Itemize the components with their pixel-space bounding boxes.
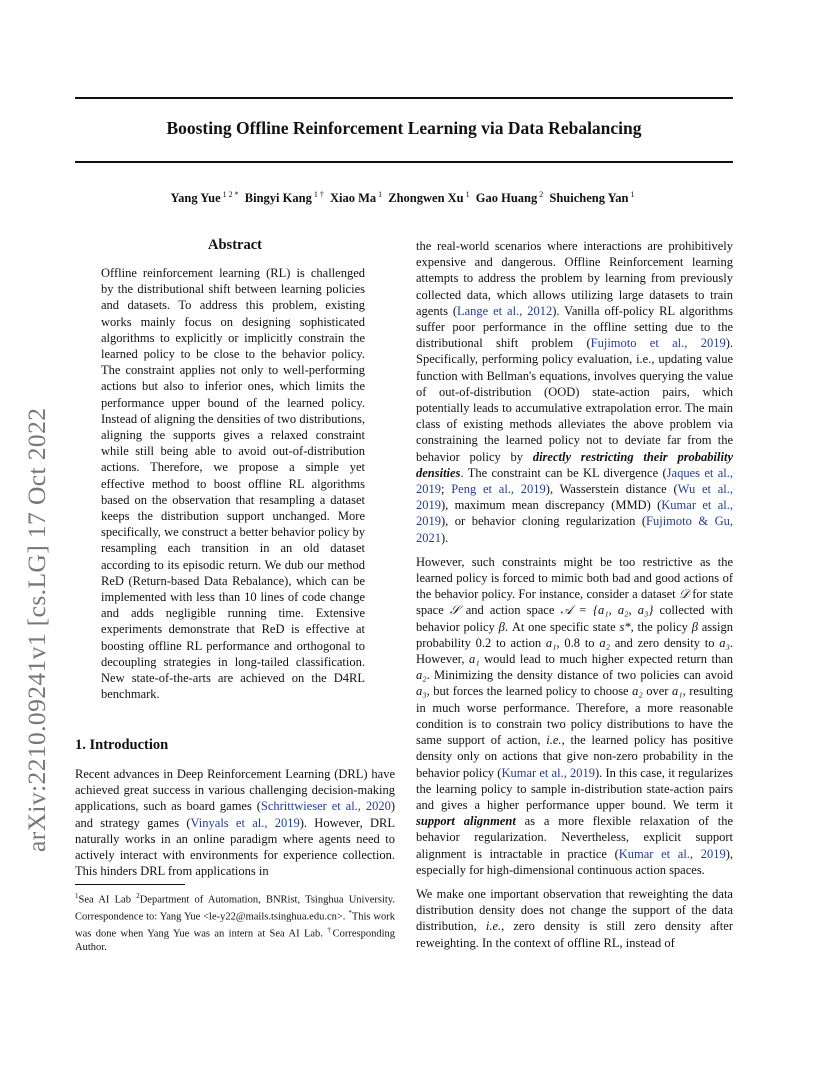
text: , but forces the learned policy to choose (426, 684, 633, 699)
introduction-paragraph (75, 766, 395, 879)
author-marks: 1 (378, 190, 383, 199)
math: β (498, 619, 505, 634)
math: a₃ (416, 684, 427, 699)
author-name: Shuicheng Yan (549, 191, 629, 205)
math: s* (619, 619, 631, 634)
text: ). Specifically, performing policy evaluation, i.e., updating value function with Bellman's equations, involves querying the value of out-of-distribution (OOD) state-action pairs, which potentially leads to accumulative extrapolation error. The main class of existing methods alleviates the above problem via constraining the learned policy not to deviate far from the behavior policy by (416, 336, 733, 464)
footnote-mark: * (348, 908, 352, 917)
citation-link[interactable]: Fujimoto & Gu, 2021 (416, 514, 734, 545)
emphasis: i.e. (485, 919, 502, 934)
author-name: Bingyi Kang (244, 191, 312, 205)
math: a₁ (468, 652, 480, 667)
author-marks: 1 † (313, 190, 324, 199)
text: Sea AI Lab (78, 894, 137, 906)
math: a₁ (545, 635, 557, 650)
emphasis: i.e. (546, 733, 562, 748)
text: We make one important observation that reweighting the data distribution density does not change the support of the data distribution, (416, 886, 733, 934)
text: ), maximum mean discrepancy (MMD) ( (441, 498, 662, 513)
author-list (75, 190, 733, 206)
author-name: Zhongwen Xu (388, 191, 464, 205)
citation-link[interactable]: Kumar et al., 2019 (416, 498, 733, 529)
citation-link[interactable]: Kumar et al., 2019 (501, 765, 595, 780)
text: Corresponding Author. (75, 928, 395, 953)
text: ), or behavior cloning regularization ( (441, 514, 647, 529)
title-top-rule (75, 97, 733, 99)
author-marks: 1 (630, 190, 635, 199)
right-paragraph-3 (416, 886, 733, 951)
text: . At one specific state (504, 619, 620, 634)
text: as a more flexible relaxation of the behavior regularization. Nevertheless, explicit support alignment is intractable in practice ( (416, 814, 733, 861)
math: a₂ (599, 635, 610, 650)
math: 𝒟 (678, 587, 689, 602)
footnote-rule (75, 884, 185, 885)
math: β (691, 619, 698, 634)
author-marks: 1 2 * (222, 190, 239, 199)
text: ). However, DRL naturally works in an online paradigm where agents need to actively interact with environments for experience collection. This hinders DRL from applications in (75, 815, 395, 879)
footnote (75, 890, 395, 954)
text: the real-world scenarios where interactions are prohibitively expensive and dangerous. Offline Reinforcement learning attempts to address the problem by learning from previously collected data, which allows utilizing large datasets to train agents ( (416, 239, 733, 318)
text: Department of Automation, BNRist, Tsinghua University. Correspondence to: Yang Yue <le-y22@mails.tsinghua.edu.cn>. (75, 894, 395, 923)
footnote-mark: 1 (75, 892, 79, 900)
text: ) and strategy games ( (75, 799, 395, 830)
text: Recent advances in Deep Reinforcement Learning (DRL) have achieved great success in various challenging decision-making applications, such as board games ( (75, 767, 395, 814)
author-marks: 1 (465, 190, 470, 199)
math: 𝒜 = {a₁, a₂, a₃} (560, 603, 654, 618)
math: 𝒮 (449, 603, 460, 618)
text: collected with behavior policy (416, 603, 733, 634)
text: , resulting in much worse performance. Therefore, a more reasonable condition is to constrain two policy distributions to have the same support of action, (416, 684, 733, 748)
text: , the policy (630, 619, 692, 634)
text: assign probability 0.2 to action (416, 619, 734, 650)
abstract-text (101, 265, 365, 702)
citation-link[interactable]: Vinyals et al., 2019 (190, 815, 300, 830)
math: a₂ (416, 668, 427, 683)
text: This work was done when Yang Yue was an intern at Sea AI Lab. (75, 911, 395, 940)
citation-link[interactable]: Peng et al., 2019 (451, 482, 546, 497)
text: , the learned policy has positive density only on actions that give non-zero probability in the behavior policy ( (416, 733, 733, 780)
text: , zero density is still zero density after reweighting. In the context of offline RL, instead of (416, 919, 733, 950)
author-marks: 2 (539, 190, 544, 199)
author-name: Yang Yue (170, 191, 221, 205)
text: would lead to much higher expected return than (479, 652, 734, 667)
citation-link[interactable]: Wu et al., 2019 (416, 482, 733, 513)
text: ). Vanilla off-policy RL algorithms suffer poor performance in the offline setting due to the distributional shift problem ( (416, 303, 733, 351)
text: , 0.8 to (556, 635, 600, 650)
citation-link[interactable]: Schrittwieser et al., 2020 (260, 799, 391, 814)
citation-link[interactable]: Jaques et al., 2019 (416, 465, 733, 497)
text: . The constraint can be KL divergence ( (460, 465, 667, 480)
text: ), especially for high-dimensional continuous action spaces. (416, 846, 733, 877)
text: However, such constraints might be too restrictive as the learned policy is forced to mimic both bad and good actions of the behavior policy. For instance, consider a dataset (416, 554, 733, 602)
emphasis: support alignment (416, 814, 516, 829)
author-name: Xiao Ma (329, 191, 377, 205)
introduction-text (75, 766, 395, 879)
right-paragraph-2 (416, 554, 733, 878)
text: and zero density to (609, 635, 720, 650)
text: ). (441, 530, 449, 545)
emphasis: directly restricting their probability densities (416, 449, 733, 480)
footnote-mark: 2 (136, 892, 140, 900)
right-paragraph-1 (416, 238, 733, 546)
math: a₂ (632, 684, 643, 699)
text: . However, (416, 635, 734, 667)
text: ). In this case, it regularizes the learning policy to sample in-distribution state-action pairs and gives a higher performance upper bound. We term it (416, 765, 734, 812)
author-name: Gao Huang (475, 191, 538, 205)
text: over (642, 684, 672, 699)
abstract-paragraph: Offline reinforcement learning (RL) is challenged by the distributional shift between learning policies and datasets. To address this problem, existing works mainly focus on designing sophisticated algorithms to explicitly or implicitly constrain the learned policy to be close to the behavior policy. The constraint applies not only to well-performing actions but also to inferior ones, which limits the performance upper bound of the learned policy. Instead of aligning the densities of two distributions, aligning the supports gives a relaxed constraint while still being able to avoid out-of-distribution actions. Therefore, we propose a simple yet effective method to boost offline RL algorithms based on the observation that resampling a dataset keeps the distribution support unchanged. More specifically, we construct a better behavior policy by resampling each transition in an old dataset according to its episodic return. We dub our method ReD (Return-based Data Rebalance), which can be implemented with less than 10 lines of code change and adds negligible running time. Extensive experiments demonstrate that ReD is effective at boosting offline RL performance and orthogonal to decoupling strategies in long-tailed classification. New state-of-the-arts are achieved on the D4RL benchmark. (101, 266, 365, 702)
citation-link[interactable]: Kumar et al., 2019 (618, 846, 726, 861)
text: and action space (459, 603, 561, 618)
citation-link[interactable]: Fujimoto et al., 2019 (590, 336, 726, 351)
text: ; (441, 482, 452, 497)
right-column (416, 238, 733, 951)
paper-title: Boosting Offline Reinforcement Learning via Data Rebalancing (166, 118, 642, 138)
text: . Minimizing the density distance of two policies can avoid (426, 668, 733, 683)
text: ), Wasserstein distance ( (545, 482, 678, 497)
footnote-mark: † (327, 925, 333, 934)
abstract-heading: Abstract (208, 237, 262, 253)
section-heading-introduction: 1. Introduction (75, 737, 169, 753)
citation-link[interactable]: Lange et al., 2012 (457, 303, 553, 318)
text: for state space (416, 587, 734, 618)
math: a₁ (671, 684, 683, 699)
math: a₃ (719, 635, 730, 650)
arxiv-stamp: arXiv:2210.09241v1 [cs.LG] 17 Oct 2022 (22, 407, 51, 852)
title-bottom-rule (75, 161, 733, 163)
